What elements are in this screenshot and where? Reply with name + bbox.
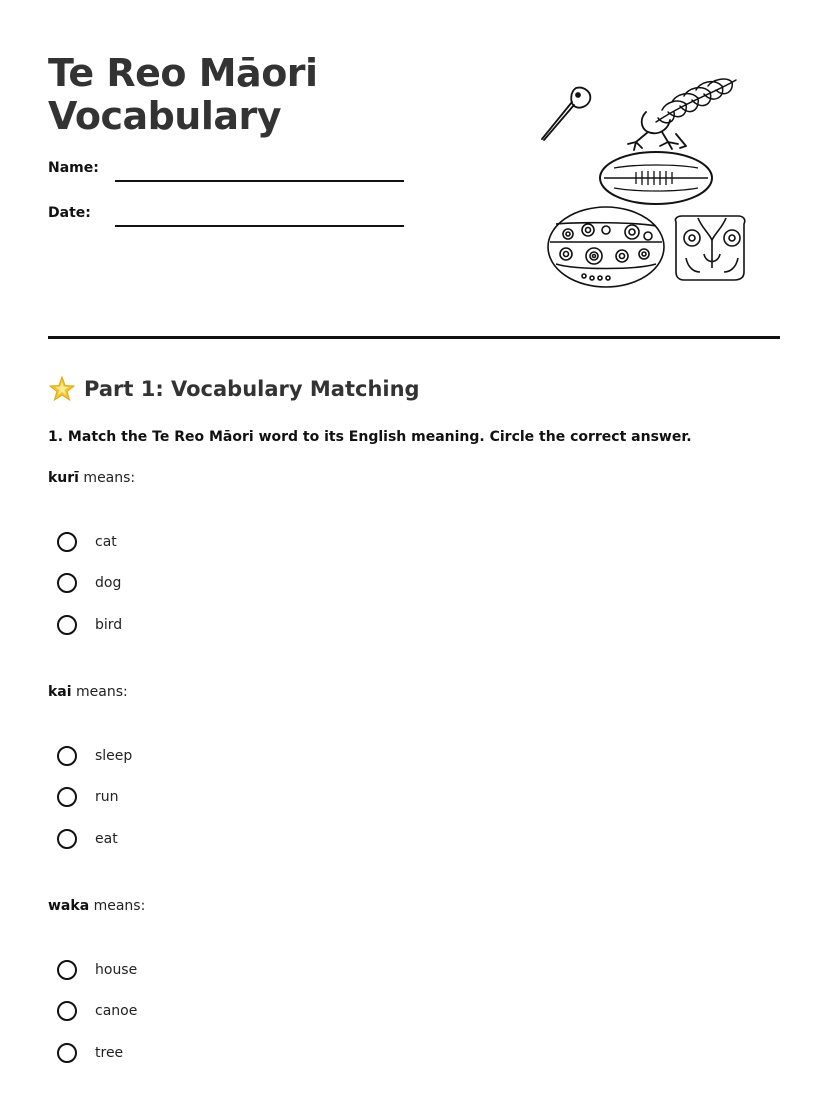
answer-options: [57, 521, 122, 646]
part1-heading-text: Part 1: Vocabulary Matching: [84, 377, 420, 401]
answer-option[interactable]: [57, 735, 132, 777]
answer-option[interactable]: [57, 521, 122, 563]
answer-option[interactable]: [57, 1032, 137, 1074]
answer-options: [57, 735, 132, 860]
kiwi-icon: [542, 88, 590, 140]
radio-circle[interactable]: [57, 960, 77, 980]
part1-instruction: 1. Match the Te Reo Māori word to its English meaning. Circle the correct answer.: [48, 429, 692, 445]
question-1: [48, 468, 748, 633]
answer-option[interactable]: [57, 604, 122, 646]
answer-option[interactable]: [57, 563, 122, 605]
radio-circle[interactable]: [57, 829, 77, 849]
name-field[interactable]: [48, 160, 408, 190]
means-label: means:: [78, 470, 136, 486]
date-field[interactable]: [48, 205, 408, 235]
option-label: canoe: [95, 1003, 138, 1020]
name-label: Name:: [48, 160, 99, 176]
radio-circle[interactable]: [57, 573, 77, 593]
answer-option[interactable]: [57, 949, 137, 991]
answer-options: [57, 949, 137, 1074]
carved-pattern-icon: [548, 207, 664, 287]
radio-circle[interactable]: [57, 787, 77, 807]
means-label: means:: [71, 684, 128, 700]
radio-circle[interactable]: [57, 1043, 77, 1063]
answer-option[interactable]: [57, 818, 132, 860]
question-prompt: [48, 468, 748, 488]
part1-heading: [48, 372, 420, 406]
question-prompt: [48, 896, 748, 916]
radio-circle[interactable]: [57, 615, 77, 635]
radio-circle[interactable]: [57, 532, 77, 552]
maori-word: kai: [48, 684, 72, 700]
title-line-2: Vocabulary: [48, 94, 282, 138]
star-icon: [48, 375, 76, 403]
bird-icon: [628, 112, 686, 150]
maori-culture-illustration: [536, 72, 754, 294]
question-prompt: [48, 682, 748, 702]
name-input-line[interactable]: [115, 180, 404, 182]
radio-circle[interactable]: [57, 746, 77, 766]
maori-word: kurī: [48, 470, 79, 486]
option-label: tree: [95, 1044, 124, 1061]
option-label: house: [95, 961, 138, 978]
option-label: eat: [95, 830, 118, 847]
tiki-mask-icon: [675, 216, 744, 280]
maori-word: waka: [48, 898, 90, 914]
worksheet-title: [48, 52, 318, 138]
option-label: bird: [95, 616, 123, 633]
fern-icon: [656, 79, 736, 123]
question-2: [48, 682, 748, 847]
rugby-ball-icon: [600, 152, 712, 204]
radio-circle[interactable]: [57, 1001, 77, 1021]
means-label: means:: [89, 898, 146, 914]
question-3: [48, 896, 748, 1061]
answer-option[interactable]: [57, 991, 137, 1033]
date-input-line[interactable]: [115, 225, 404, 227]
option-label: dog: [95, 575, 122, 592]
section-divider: [48, 336, 780, 339]
answer-option[interactable]: [57, 777, 132, 819]
option-label: sleep: [95, 747, 133, 764]
title-line-1: Te Reo Māori: [48, 51, 318, 95]
option-label: run: [95, 789, 119, 806]
option-label: cat: [95, 533, 117, 550]
date-label: Date:: [48, 205, 91, 221]
